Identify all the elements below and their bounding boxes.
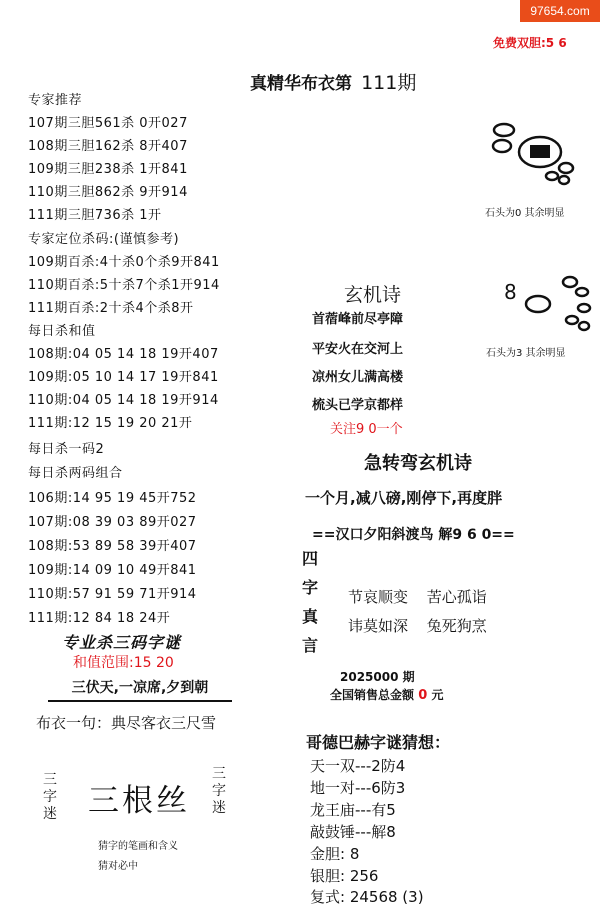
stone-2-symbol: 8 (504, 280, 517, 304)
list-item: 107期:08 39 03 89开027 (28, 515, 197, 530)
list-item: 106期:14 95 19 45开752 (28, 491, 197, 506)
phrase-row: 节哀顺变 苦心孤诣 (348, 588, 487, 606)
four-chars-vertical: 四 字 真 言 (302, 549, 319, 655)
list-item: 银胆: 256 (310, 867, 379, 885)
kill3-title: 专业杀三码字谜 (62, 633, 182, 652)
title-issue: 111期 (361, 72, 417, 94)
list-item: 110期:04 05 14 18 19开914 (28, 393, 219, 408)
turn-title: 急转弯玄机诗 (364, 453, 472, 474)
list-item: 110期三胆862杀 9开914 (28, 185, 188, 200)
hint-2: 猜对必中 (98, 861, 138, 872)
hint-1: 猜字的笔画和含义 (98, 841, 178, 852)
title-text: 真精华布衣第 (250, 74, 352, 94)
zimi-left: 三 字 迷 (43, 772, 57, 822)
list-item: 107期三胆561杀 0开027 (28, 116, 188, 131)
list-item: 敲鼓锤---解8 (310, 823, 396, 841)
phrase-row: 讳莫如深 兔死狗烹 (348, 617, 487, 635)
site-watermark: 97654.com (520, 0, 600, 22)
list-item: 复式: 24568 (3) (310, 888, 424, 906)
stone-1-caption: 石头为0 其余明显 (485, 208, 565, 219)
list-item: 地一对---6防3 (310, 779, 406, 797)
list-item: 金胆: 8 (310, 845, 360, 863)
poem-title: 玄机诗 (344, 284, 402, 306)
hankou-line: ==汉口夕阳斜渡鸟 解9 6 0== (312, 527, 515, 543)
list-item: 109期百杀:4十杀0个杀9开841 (28, 255, 220, 270)
section-position-kill: 专家定位杀码:(谨慎参考) (28, 232, 180, 247)
stone-rebus-2-image (502, 274, 598, 336)
section-kill-one: 每日杀一码2 (28, 442, 105, 457)
goethe-title: 哥德巴赫字谜猜想： (306, 733, 451, 752)
poem-line: 梳头已学京都样 (312, 398, 404, 413)
riddle-line: 三伏天,一凉席,夕到朝 (48, 677, 232, 702)
stone-rebus-1-image (488, 118, 588, 198)
buyi-sentence: 布衣一句：典尽客衣三尺雪 (36, 714, 217, 732)
follow-note: 关注9 0一个 (330, 422, 403, 437)
stone-2-caption: 石头为3 其余明显 (486, 348, 566, 359)
list-item: 109期:05 10 14 17 19开841 (28, 370, 219, 385)
zimi-answer: 三根丝 (88, 783, 190, 819)
list-item: 108期:53 89 58 39开407 (28, 539, 197, 554)
list-item: 111期三胆736杀 1开 (28, 208, 162, 223)
list-item: 108期三胆162杀 8开407 (28, 139, 188, 154)
list-item: 111期百杀:2十杀4个杀8开 (28, 301, 194, 316)
list-item: 109期:14 09 10 49开841 (28, 563, 197, 578)
page-title (250, 68, 416, 95)
turn-line: 一个月,减八磅,刚停下,再度胖 (305, 489, 503, 507)
section-kill-two: 每日杀两码组合 (28, 466, 123, 481)
list-item: 天一双---2防4 (310, 757, 406, 775)
section-expert-recommend: 专家推荐 (28, 93, 83, 108)
poem-line: 平安火在交河上 (312, 342, 404, 357)
zimi-right: 三 字 迷 (212, 766, 226, 816)
list-item: 111期:12 84 18 24开 (28, 611, 171, 626)
list-item: 108期:04 05 14 18 19开407 (28, 347, 219, 362)
poem-line: 首蓿峰前尽亭障 (312, 312, 404, 327)
sum-range: 和值范围:15 20 (73, 655, 174, 671)
sales-issue: 2025000 期 (340, 670, 415, 684)
list-item: 111期:12 15 19 20 21开 (28, 416, 193, 431)
list-item: 110期百杀:5十杀7个杀1开914 (28, 278, 220, 293)
list-item: 龙王庙---有5 (310, 801, 396, 819)
sales-total: 全国销售总金额 0 元 (330, 688, 444, 703)
list-item: 109期三胆238杀 1开841 (28, 162, 188, 177)
poem-line: 凉州女儿满高楼 (312, 370, 404, 385)
section-daily-sum: 每日杀和值 (28, 324, 96, 339)
free-pick: 免费双胆:5 6 (493, 36, 567, 50)
list-item: 110期:57 91 59 71开914 (28, 587, 197, 602)
